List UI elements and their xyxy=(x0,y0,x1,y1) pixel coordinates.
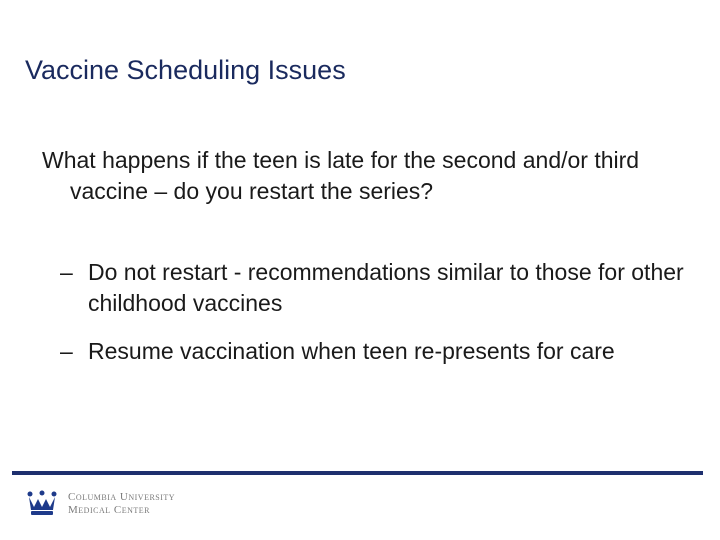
slide-title: Vaccine Scheduling Issues xyxy=(25,55,346,85)
dash-marker: – xyxy=(60,259,73,285)
dash-marker: – xyxy=(60,338,73,364)
logo-line-1: Columbia University xyxy=(68,491,176,503)
footer-divider xyxy=(12,471,703,475)
columbia-logo xyxy=(26,490,175,518)
sub-bullet-text: Resume vaccination when teen re-presents for care xyxy=(88,338,615,364)
sub-bullet-1 xyxy=(60,257,688,319)
sub-bullet-2 xyxy=(60,336,688,367)
logo-wordmark xyxy=(68,491,175,517)
main-bullet: What happens if the teen is late for the second and/or third vaccine – do you restart the series? xyxy=(42,147,640,204)
crown-icon xyxy=(26,490,58,518)
logo-line-2: Medical Center xyxy=(68,504,150,516)
sub-bullet-text: Do not restart - recommendations similar to those for other childhood vaccines xyxy=(88,259,684,316)
